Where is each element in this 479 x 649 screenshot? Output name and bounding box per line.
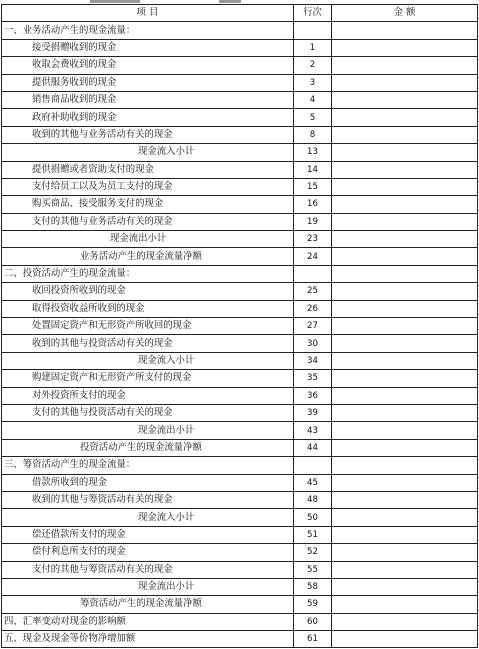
row-line-number: 8 [294, 126, 332, 143]
top-scan-mark-left [90, 0, 140, 3]
row-item-label: 收到的其他与投资活动有关的现金 [2, 335, 294, 352]
table-row [2, 144, 478, 161]
row-line-number: 2 [294, 57, 332, 74]
row-item-label: 收到的其他与业务活动有关的现金 [2, 126, 294, 143]
row-line-number: 60 [294, 613, 332, 630]
row-item-label: 一、业务活动产生的现金流量： [2, 22, 294, 39]
row-item-label: 取得投资收益所收到的现金 [2, 300, 294, 317]
row-item-label: 接受捐赠收到的现金 [2, 39, 294, 56]
row-line-number: 44 [294, 439, 332, 456]
row-item-label: 提供捐赠或者资助支付的现金 [2, 161, 294, 178]
row-amount-cell [332, 544, 478, 561]
row-item-label: 对外投资所支付的现金 [2, 387, 294, 404]
row-item-label: 收回投资所收到的现金 [2, 283, 294, 300]
top-scan-mark-right [219, 0, 241, 3]
row-item-label: 偿还借款所支付的现金 [2, 526, 294, 543]
table-row [2, 178, 478, 195]
row-item-label: 偿付利息所支付的现金 [2, 544, 294, 561]
row-line-number: 15 [294, 178, 332, 195]
row-line-number: 59 [294, 596, 332, 613]
row-item-label: 支付的其他与筹资活动有关的现金 [2, 561, 294, 578]
row-item-label: 现金流入小计 [2, 509, 294, 526]
row-line-number: 26 [294, 300, 332, 317]
row-line-number [294, 22, 332, 39]
table-row [2, 283, 478, 300]
row-item-label: 二、投资活动产生的现金流量： [2, 265, 294, 282]
row-amount-cell [332, 213, 478, 230]
row-amount-cell [332, 613, 478, 630]
table-row [2, 196, 478, 213]
row-item-label: 政府补助收到的现金 [2, 109, 294, 126]
header-line-number: 行次 [294, 5, 332, 22]
row-amount-cell [332, 178, 478, 195]
row-item-label: 现金流出小计 [2, 578, 294, 595]
table-row [2, 57, 478, 74]
table-row [2, 491, 478, 508]
row-item-label: 现金流出小计 [2, 422, 294, 439]
table-row [2, 370, 478, 387]
row-item-label: 支付给员工以及为员工支付的现金 [2, 178, 294, 195]
row-line-number: 13 [294, 144, 332, 161]
table-row [2, 213, 478, 230]
table-row [2, 404, 478, 421]
table-row [2, 352, 478, 369]
table-row [2, 74, 478, 91]
row-line-number [294, 265, 332, 282]
row-amount-cell [332, 231, 478, 248]
row-line-number: 4 [294, 91, 332, 108]
row-amount-cell [332, 318, 478, 335]
row-line-number: 58 [294, 578, 332, 595]
row-line-number: 36 [294, 387, 332, 404]
row-line-number: 55 [294, 561, 332, 578]
row-amount-cell [332, 631, 478, 648]
table-row [2, 474, 478, 491]
table-body [2, 22, 478, 648]
row-amount-cell [332, 335, 478, 352]
row-item-label: 购买商品、接受服务支付的现金 [2, 196, 294, 213]
row-item-label: 处置固定资产和无形资产所收回的现金 [2, 318, 294, 335]
table-row [2, 509, 478, 526]
row-line-number: 39 [294, 404, 332, 421]
table-row [2, 613, 478, 630]
table-row [2, 318, 478, 335]
row-line-number: 34 [294, 352, 332, 369]
row-item-label: 现金流出小计 [2, 231, 294, 248]
header-item: 项 目 [2, 5, 294, 22]
row-item-label: 支付的其他与业务活动有关的现金 [2, 213, 294, 230]
row-item-label: 投资活动产生的现金流量净额 [2, 439, 294, 456]
row-item-label: 现金流入小计 [2, 144, 294, 161]
table-row [2, 109, 478, 126]
row-line-number: 43 [294, 422, 332, 439]
row-item-label: 支付的其他与投资活动有关的现金 [2, 404, 294, 421]
table-row [2, 248, 478, 265]
row-item-label: 五、现金及现金等价物净增加额 [2, 631, 294, 648]
row-line-number: 3 [294, 74, 332, 91]
row-amount-cell [332, 74, 478, 91]
row-amount-cell [332, 196, 478, 213]
row-line-number: 16 [294, 196, 332, 213]
header-amount: 金 额 [332, 5, 478, 22]
table-header-row [2, 5, 478, 22]
row-line-number: 27 [294, 318, 332, 335]
row-amount-cell [332, 578, 478, 595]
table-row [2, 578, 478, 595]
row-item-label: 借款所收到的现金 [2, 474, 294, 491]
table-row [2, 161, 478, 178]
row-line-number: 61 [294, 631, 332, 648]
table-row [2, 631, 478, 648]
row-amount-cell [332, 39, 478, 56]
row-amount-cell [332, 457, 478, 474]
row-item-label: 现金流入小计 [2, 352, 294, 369]
row-line-number: 50 [294, 509, 332, 526]
row-item-label: 三、筹资活动产生的现金流量： [2, 457, 294, 474]
row-amount-cell [332, 352, 478, 369]
row-item-label: 筹资活动产生的现金流量净额 [2, 596, 294, 613]
row-line-number: 48 [294, 491, 332, 508]
row-amount-cell [332, 22, 478, 39]
table-row [2, 387, 478, 404]
table-row [2, 457, 478, 474]
row-amount-cell [332, 509, 478, 526]
row-line-number: 30 [294, 335, 332, 352]
table-row [2, 422, 478, 439]
row-amount-cell [332, 439, 478, 456]
row-line-number: 45 [294, 474, 332, 491]
row-amount-cell [332, 126, 478, 143]
table-row [2, 39, 478, 56]
row-item-label: 收取会费收到的现金 [2, 57, 294, 74]
row-amount-cell [332, 596, 478, 613]
row-amount-cell [332, 422, 478, 439]
table-row [2, 126, 478, 143]
table-row [2, 335, 478, 352]
row-line-number: 19 [294, 213, 332, 230]
row-amount-cell [332, 144, 478, 161]
row-line-number: 1 [294, 39, 332, 56]
row-amount-cell [332, 387, 478, 404]
table-row [2, 300, 478, 317]
row-amount-cell [332, 283, 478, 300]
row-item-label: 收到的其他与筹资活动有关的现金 [2, 491, 294, 508]
row-item-label: 销售商品收到的现金 [2, 91, 294, 108]
table-row [2, 22, 478, 39]
row-item-label: 四、汇率变动对现金的影响额 [2, 613, 294, 630]
row-amount-cell [332, 300, 478, 317]
row-line-number: 52 [294, 544, 332, 561]
table-row [2, 439, 478, 456]
table-row [2, 265, 478, 282]
row-amount-cell [332, 91, 478, 108]
table-row [2, 91, 478, 108]
row-amount-cell [332, 161, 478, 178]
row-amount-cell [332, 109, 478, 126]
row-amount-cell [332, 370, 478, 387]
row-line-number: 35 [294, 370, 332, 387]
row-amount-cell [332, 265, 478, 282]
row-line-number [294, 457, 332, 474]
row-amount-cell [332, 248, 478, 265]
row-item-label: 提供服务收到的现金 [2, 74, 294, 91]
table-row [2, 231, 478, 248]
row-line-number: 25 [294, 283, 332, 300]
row-item-label: 业务活动产生的现金流量净额 [2, 248, 294, 265]
row-line-number: 14 [294, 161, 332, 178]
table-row [2, 561, 478, 578]
cash-flow-table [1, 4, 478, 648]
table-row [2, 596, 478, 613]
row-amount-cell [332, 57, 478, 74]
table-row [2, 526, 478, 543]
row-line-number: 5 [294, 109, 332, 126]
row-amount-cell [332, 526, 478, 543]
row-line-number: 51 [294, 526, 332, 543]
row-item-label: 购建固定资产和无形资产所支付的现金 [2, 370, 294, 387]
row-amount-cell [332, 561, 478, 578]
table-row [2, 544, 478, 561]
row-amount-cell [332, 474, 478, 491]
row-amount-cell [332, 404, 478, 421]
row-line-number: 23 [294, 231, 332, 248]
row-line-number: 24 [294, 248, 332, 265]
row-amount-cell [332, 491, 478, 508]
